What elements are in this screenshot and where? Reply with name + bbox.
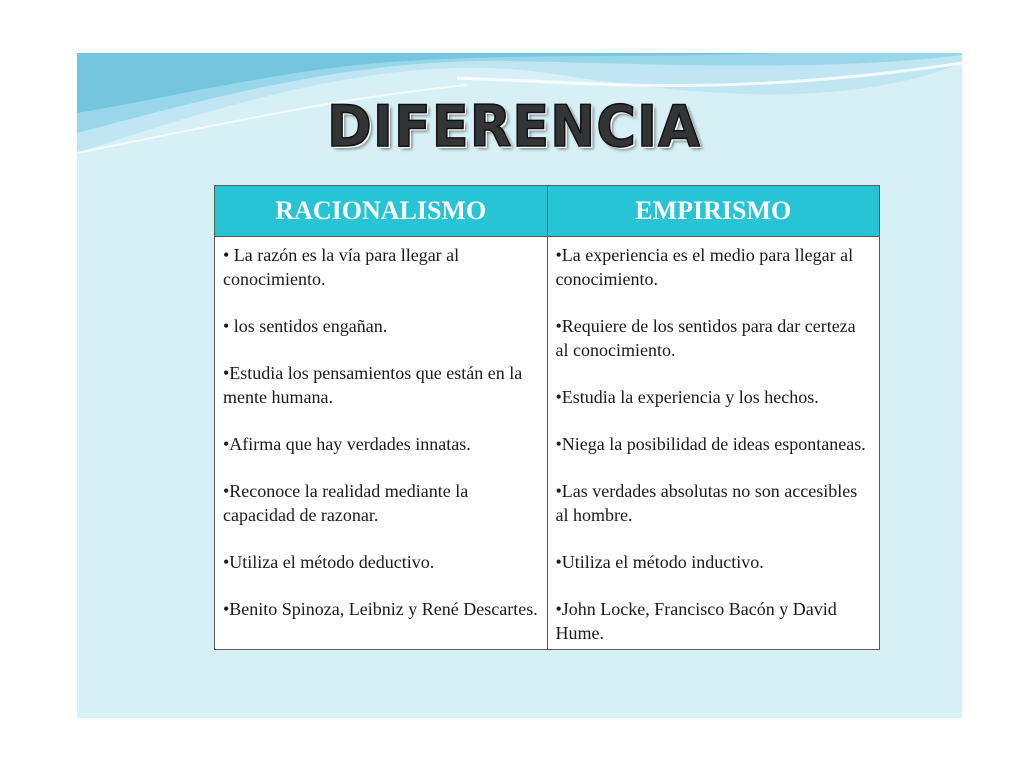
list-item: •Utiliza el método inductivo. <box>555 552 764 572</box>
slide <box>77 53 962 718</box>
list-item: •Niega la posibilidad de ideas espontaneas. <box>555 434 866 454</box>
list-item: • los sentidos engañan. <box>223 316 388 336</box>
header-racionalismo: RACIONALISMO <box>215 186 548 237</box>
list-item: •Benito Spinoza, Leibniz y René Descartes. <box>223 599 538 619</box>
list-item: •John Locke, Francisco Bacón y David Hume. <box>555 599 837 643</box>
list-item: •Estudia la experiencia y los hechos. <box>555 387 819 407</box>
comparison-table <box>214 185 880 650</box>
list-item: • La razón es la vía para llegar al conocimiento. <box>223 245 460 289</box>
header-empirismo: EMPIRISMO <box>547 186 880 237</box>
list-item: •Utiliza el método deductivo. <box>223 552 435 572</box>
content-row <box>215 237 880 650</box>
racionalismo-cell <box>215 237 548 650</box>
list-item: •La experiencia es el medio para llegar al conocimiento. <box>555 245 854 289</box>
list-item: •Afirma que hay verdades innatas. <box>223 434 471 454</box>
list-item: •Reconoce la realidad mediante la capacidad de razonar. <box>223 481 469 525</box>
slide-title: DIFERENCIA <box>327 93 701 160</box>
list-item: •Las verdades absolutas no son accesibles al hombre. <box>555 481 858 525</box>
empirismo-cell <box>547 237 880 650</box>
title-container <box>77 95 962 158</box>
list-item: •Estudia los pensamientos que están en la mente humana. <box>223 363 523 407</box>
header-row <box>215 186 880 237</box>
list-item: •Requiere de los sentidos para dar certeza al conocimiento. <box>555 316 856 360</box>
